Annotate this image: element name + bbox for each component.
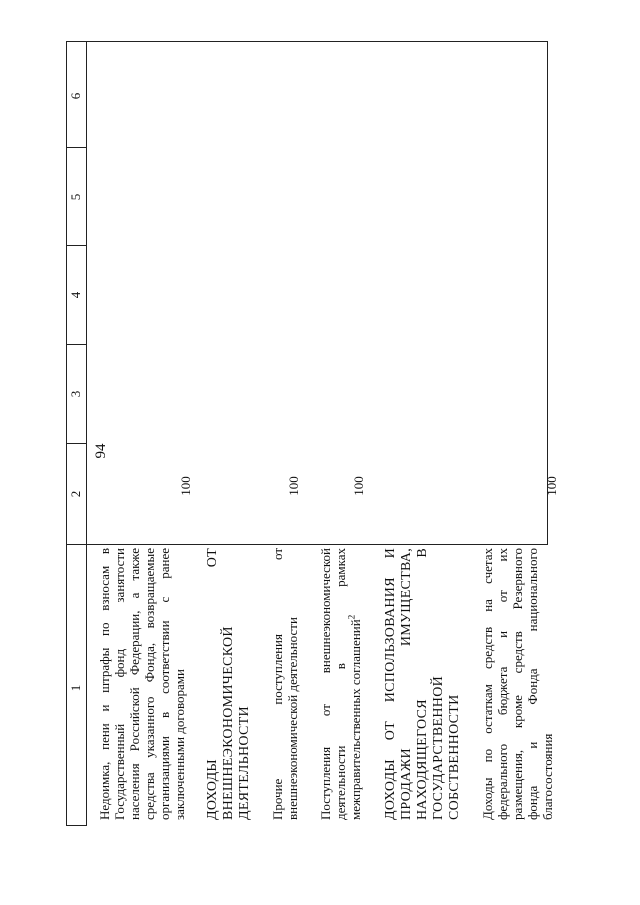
col-header-5: 5 xyxy=(68,193,83,201)
table-bottom-border xyxy=(66,825,87,826)
col-header-6: 6 xyxy=(68,92,83,100)
row-6-line-1: Доходы по остаткам средств на счетах xyxy=(480,548,495,820)
col-divider-2-3 xyxy=(66,443,87,444)
row-1-line-4: средства указанного Фонда, возвращаемые xyxy=(142,548,157,820)
row-6-col2-value: 100 xyxy=(544,476,559,496)
row-1-col2-value: 100 xyxy=(178,476,193,496)
row-5-line-3: НАХОДЯЩЕГОСЯ В xyxy=(415,548,430,820)
row-3-line-1: Прочие поступления от xyxy=(270,548,285,820)
table-row xyxy=(97,548,187,820)
table-row xyxy=(205,548,253,820)
table-row xyxy=(270,548,300,820)
table-row xyxy=(318,548,363,820)
row-6-line-2: федерального бюджета и от их xyxy=(495,548,510,820)
col-divider-3-4 xyxy=(66,344,87,345)
col-header-1: 1 xyxy=(68,684,83,692)
row-5-line-2: ПРОДАЖИ ИМУЩЕСТВА, xyxy=(399,548,414,820)
page-number: 94 xyxy=(93,443,109,459)
row-1-line-3: населения Российской Федерации, а также xyxy=(127,548,142,820)
row-5-line-1: ДОХОДЫ ОТ ИСПОЛЬЗОВАНИЯ И xyxy=(383,548,398,820)
row-1-line-5: организациями в соответствии с ранее xyxy=(157,548,172,820)
row-1-line-6: заключенными договорами xyxy=(172,669,187,820)
row-5-line-4: ГОСУДАРСТВЕННОЙ xyxy=(431,675,446,820)
row-4-col2-value: 100 xyxy=(351,476,366,496)
col-header-3: 3 xyxy=(68,390,83,398)
row-2-line-3: ДЕЯТЕЛЬНОСТИ xyxy=(237,706,252,820)
row-1-line-2: Государственный фонд занятости xyxy=(112,548,127,820)
table-row xyxy=(383,548,463,820)
row-6-line-4: фонда и Фонда национального xyxy=(525,548,540,820)
row-4-line-1: Поступления от внешнеэкономической xyxy=(318,548,333,820)
footnote-marker: 2 xyxy=(346,614,357,620)
table-top-border xyxy=(66,41,548,42)
col-divider-5-6 xyxy=(66,147,87,148)
row-4-line-2: деятельности в рамках xyxy=(333,548,348,820)
row-6-line-3: размещения, кроме средств Резервного xyxy=(510,548,525,820)
header-row-separator xyxy=(86,41,87,826)
row-3-col2-value: 100 xyxy=(286,476,301,496)
col-divider-4-5 xyxy=(66,245,87,246)
row-6-line-5: благосостояния xyxy=(540,733,555,820)
row-4-line-3-text: межправительственных соглашений xyxy=(348,619,363,820)
row-1-line-1: Недоимка, пени и штрафы по взносам в xyxy=(97,548,112,820)
row-5-line-5: СОБСТВЕННОСТИ xyxy=(447,694,462,820)
col-divider-1-2 xyxy=(66,544,548,545)
col-header-4: 4 xyxy=(68,291,83,299)
col-header-2: 2 xyxy=(68,490,83,498)
row-3-line-2: внешнеэкономической деятельности xyxy=(285,617,300,820)
row-4-line-3 xyxy=(348,548,363,820)
row-2-line-2: ВНЕШНЕЭКОНОМИЧЕСКОЙ xyxy=(221,626,236,820)
table-left-border xyxy=(66,41,67,825)
table-row xyxy=(480,548,555,820)
row-2-line-1: ДОХОДЫ ОТ xyxy=(205,548,220,820)
